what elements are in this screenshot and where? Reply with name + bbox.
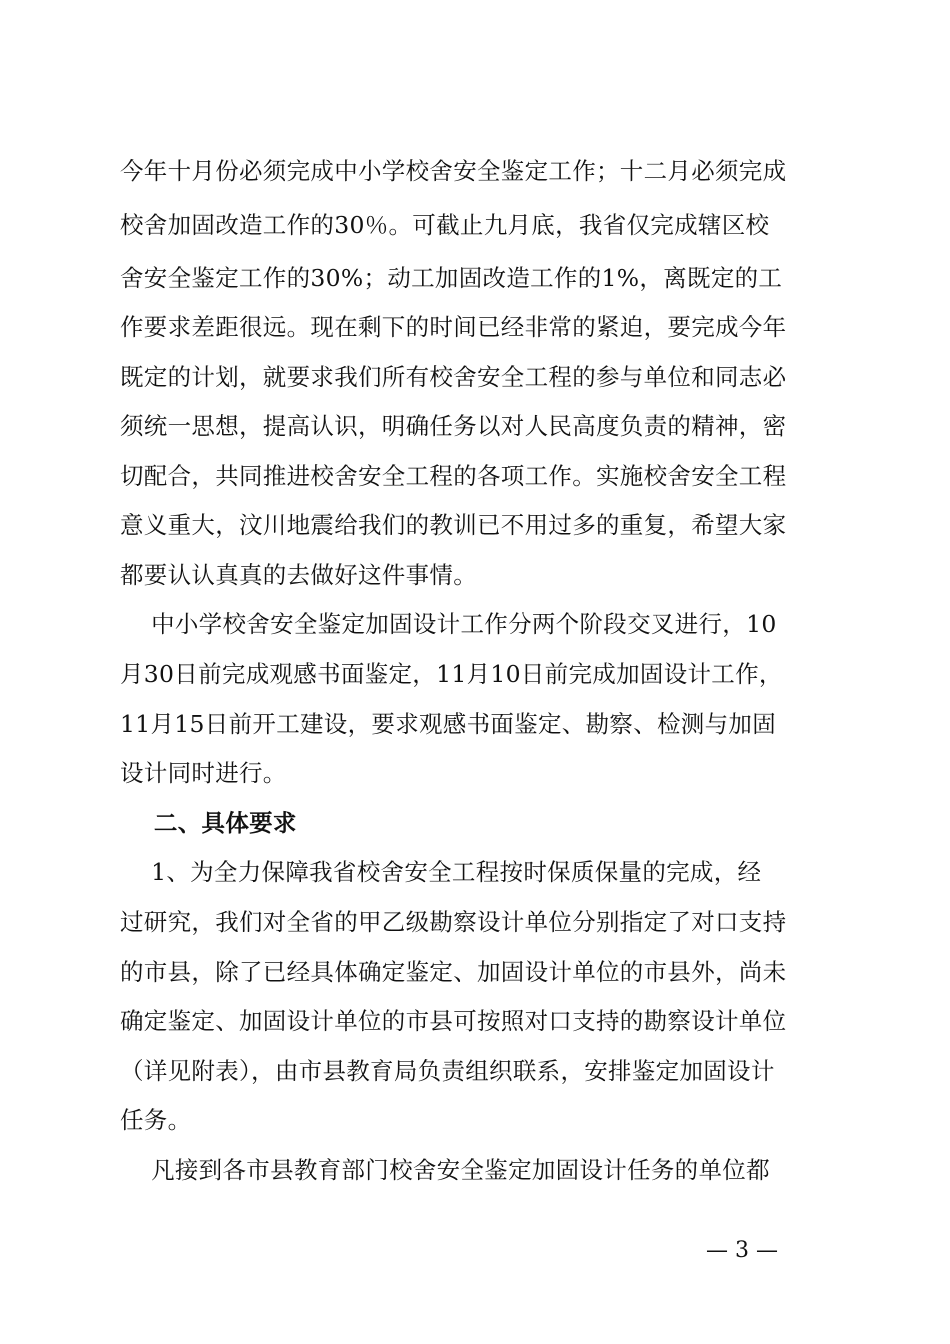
paragraph-line: 1、为全力保障我省校舍安全工程按时保质保量的完成，经 bbox=[120, 858, 762, 886]
paragraph-line: 11月15日前开工建设，要求观感书面鉴定、勘察、检测与加固 bbox=[120, 710, 777, 738]
paragraph-line: 中小学校舍安全鉴定加固设计工作分两个阶段交叉进行，10 bbox=[120, 610, 777, 638]
paragraph-line: 意义重大，汶川地震给我们的教训已不用过多的重复，希望大家 bbox=[120, 511, 787, 539]
paragraph-line: （详见附表），由市县教育局负责组织联系，安排鉴定加固设计 bbox=[120, 1057, 775, 1085]
paragraph-line: 都要认认真真的去做好这件事情。 bbox=[120, 561, 477, 589]
paragraph-line: 今年十月份必须完成中小学校舍安全鉴定工作；十二月必须完成 bbox=[120, 157, 787, 185]
paragraph-line: 作要求差距很远。现在剩下的时间已经非常的紧迫，要完成今年 bbox=[120, 313, 787, 341]
paragraph-line: 舍安全鉴定工作的30%；动工加固改造工作的1%，离既定的工 bbox=[120, 264, 783, 292]
paragraph-line: 月30日前完成观感书面鉴定，11月10日前完成加固设计工作， bbox=[120, 660, 783, 688]
paragraph-line: 设计同时进行。 bbox=[120, 759, 287, 787]
paragraph-line: 切配合，共同推进校舍安全工程的各项工作。实施校舍安全工程 bbox=[120, 462, 787, 490]
paragraph-line: 过研究，我们对全省的甲乙级勘察设计单位分别指定了对口支持 bbox=[120, 908, 787, 936]
paragraph-line: 确定鉴定、加固设计单位的市县可按照对口支持的勘察设计单位 bbox=[120, 1007, 787, 1035]
paragraph-line: 须统一思想，提高认识，明确任务以对人民高度负责的精神，密 bbox=[120, 412, 787, 440]
paragraph-line: 的市县，除了已经具体确定鉴定、加固设计单位的市县外，尚未 bbox=[120, 958, 787, 986]
page-number: — 3 — bbox=[706, 1238, 778, 1263]
paragraph-line: 凡接到各市县教育部门校舍安全鉴定加固设计任务的单位都 bbox=[120, 1156, 770, 1184]
paragraph-line: 任务。 bbox=[120, 1106, 192, 1134]
section-heading: 二、具体要求 bbox=[120, 809, 297, 837]
paragraph-line: 既定的计划，就要求我们所有校舍安全工程的参与单位和同志必 bbox=[120, 363, 787, 391]
paragraph-line: 校舍加固改造工作的30％。可截止九月底，我省仅完成辖区校 bbox=[120, 211, 770, 239]
